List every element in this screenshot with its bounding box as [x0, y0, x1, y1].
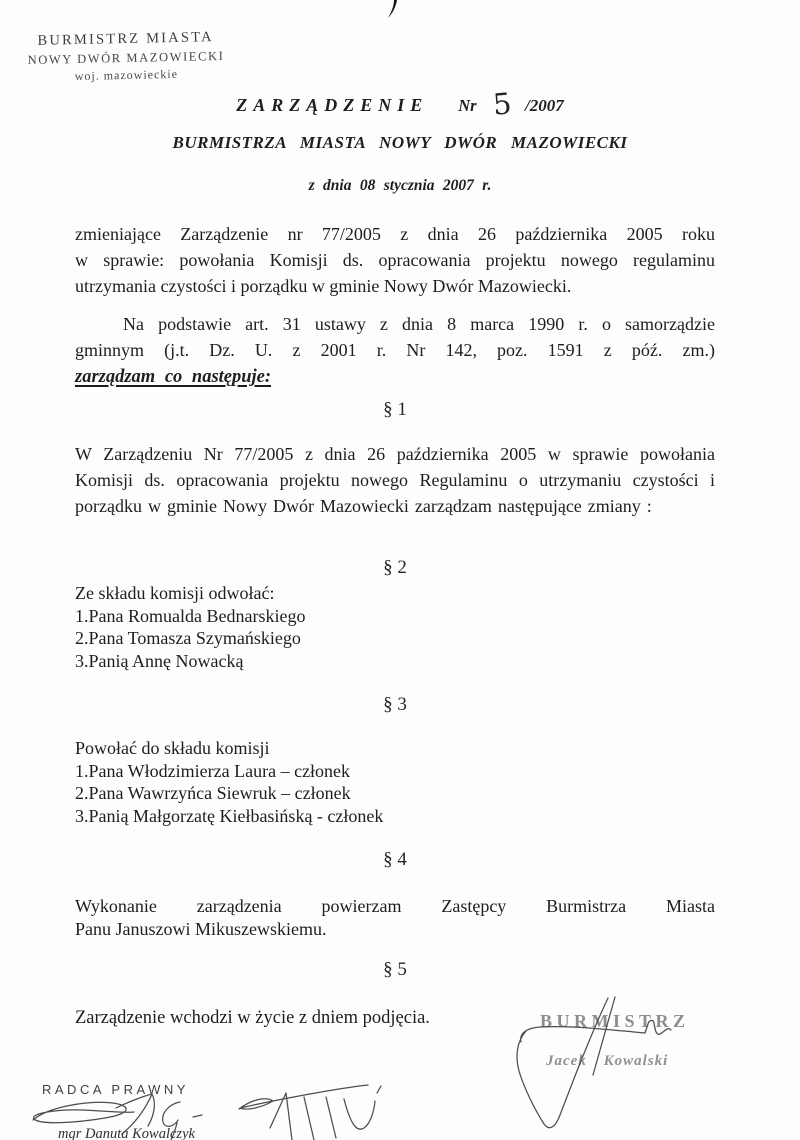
section-2-list [75, 582, 715, 672]
section-2-mark: § 2 [383, 557, 407, 578]
legal-basis-paragraph [75, 311, 715, 390]
intro-paragraph [75, 221, 715, 299]
section-5-mark: § 5 [383, 959, 407, 980]
decree-phrase: zarządzam co następuje: [75, 367, 272, 387]
title-word: ZARZĄDZENIE [236, 95, 429, 115]
section-3-mark: § 3 [383, 694, 407, 715]
letterhead-office: BURMISTRZ MIASTA [37, 29, 214, 49]
ordinance-title [0, 84, 800, 122]
section-3-list [75, 737, 715, 827]
section-1-mark: § 1 [383, 399, 407, 420]
effective-date-paragraph: Zarządzenie wchodzi w życie z dniem podjęcia. [75, 1008, 430, 1028]
section-1-line: Komisji ds. opracowania projektu nowego Regulaminu o utrzymaniu czystości i [75, 470, 715, 490]
intro-line: zmieniające Zarządzenie nr 77/2005 z dnia 26 października 2005 roku [75, 224, 715, 244]
mayor-stamp-name: Jacek Kowalski [546, 1053, 669, 1069]
section-4-line: Panu Januszowi Mikuszewskiemu. [75, 919, 327, 939]
appointment-list-heading: Powołać do składu komisji [75, 738, 270, 758]
section-4-mark: § 4 [383, 849, 407, 870]
removal-list-item: 3.Panią Annę Nowacką [75, 650, 244, 671]
removal-list-heading: Ze składu komisji odwołać: [75, 583, 275, 603]
appointment-list-item: 3.Panią Małgorzatę Kiełbasińską - członek [75, 805, 384, 826]
section-1-line: porządku w gminie Nowy Dwór Mazowiecki zarządzam następujące zmiany : [75, 496, 652, 516]
appointment-list-item: 2.Pana Wawrzyńca Siewruk – członek [75, 783, 351, 803]
legal-basis-line: gminnym (j.t. Dz. U. z 2001 r. Nr 142, poz. 1591 z póź. zm.) [75, 340, 715, 360]
mayor-signature-icon [500, 985, 712, 1140]
letterhead-city: NOWY DWÓR MAZOWIECKI [27, 48, 225, 68]
legal-counsel-name: mgr Danuta Kowalczyk [58, 1126, 195, 1140]
intro-line: w sprawie: powołania Komisji ds. opracowania projektu nowego regulaminu [75, 250, 715, 270]
section-4-line: Wykonanie zarządzenia powierzam Zastępcy Burmistrza Miasta [75, 896, 715, 916]
title-number-label: Nr [458, 96, 477, 115]
legal-counsel-block [20, 1078, 244, 1140]
title-year: /2007 [525, 96, 564, 115]
title-number-handwritten: 5 [491, 86, 513, 122]
issuer-line: BURMISTRZA MIASTA NOWY DWÓR MAZOWIECKI [172, 133, 628, 152]
mayor-signature-block [500, 985, 712, 1140]
date-line: z dnia 08 stycznia 2007 r. [308, 177, 492, 194]
secondary-signature-icon [225, 1078, 393, 1140]
section-4-paragraph [75, 895, 715, 941]
section-1-paragraph [75, 441, 715, 519]
removal-list-item: 2.Pana Tomasza Szymańskiego [75, 628, 301, 648]
pen-mark-icon [384, 0, 402, 20]
mayor-stamp-title: BURMISTRZ [540, 1011, 690, 1031]
appointment-list-item: 1.Pana Włodzimierza Laura – członek [75, 760, 351, 781]
legal-basis-line: Na podstawie art. 31 ustawy z dnia 8 marca 1990 r. o samorządzie [123, 314, 715, 334]
legal-counsel-stamp-title: RADCA PRAWNY [42, 1082, 189, 1097]
letterhead-stamp [25, 29, 226, 85]
section-1-line: W Zarządzeniu Nr 77/2005 z dnia 26 października 2005 w sprawie powołania [75, 444, 715, 464]
intro-line: utrzymania czystości i porządku w gminie Nowy Dwór Mazowiecki. [75, 276, 572, 296]
removal-list-item: 1.Pana Romualda Bednarskiego [75, 605, 306, 626]
letterhead-voivodeship: woj. mazowieckie [74, 66, 179, 84]
